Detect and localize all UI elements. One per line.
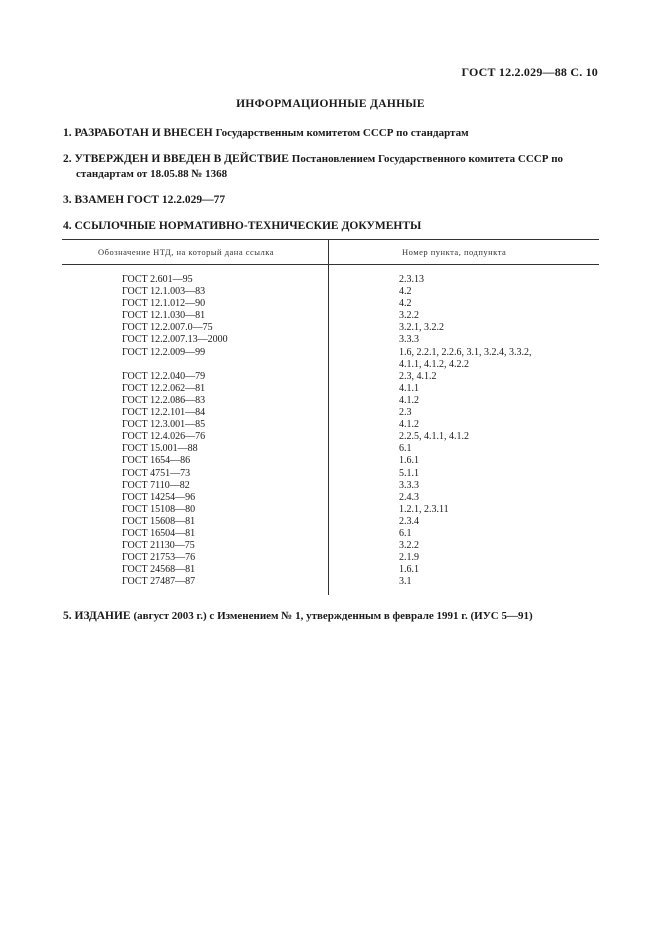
table-row: [62, 564, 599, 576]
table-cell-clause: 2.1.9: [399, 552, 419, 564]
table-cell-document: ГОСТ 16504—81: [122, 527, 196, 539]
table-cell-clause: 6.1: [399, 443, 412, 455]
table-cell-document: ГОСТ 12.2.040—79: [122, 370, 206, 382]
table-cell-document: ГОСТ 15108—80: [122, 503, 196, 515]
table-cell-document: ГОСТ 2.601—95: [122, 274, 193, 285]
section-2-text-continued: стандартам от 18.05.88 № 1368: [76, 168, 228, 180]
table-cell-document: ГОСТ 12.2.009—99: [122, 346, 206, 358]
table-cell-document: ГОСТ 12.2.062—81: [122, 382, 206, 394]
table-row: [62, 443, 599, 455]
table-cell-clause: 5.1.1: [399, 467, 419, 479]
table-row: [62, 286, 599, 298]
table-header-document: Обозначение НТД, на который дана ссылка: [98, 247, 275, 257]
section-3: [63, 193, 603, 208]
table-cell-document: ГОСТ 21130—75: [122, 540, 195, 552]
table-cell-document: ГОСТ 14254—96: [122, 491, 196, 503]
table-cell-clause: 6.1: [399, 527, 412, 539]
table-row: [62, 528, 599, 540]
table-cell-document: ГОСТ 12.2.086—83: [122, 394, 206, 406]
section-5-number: 5.: [63, 610, 72, 622]
section-3-number: 3.: [63, 194, 72, 206]
table-cell-clause: 4.2: [399, 298, 412, 310]
table-cell-clause: 3.1: [399, 576, 412, 588]
table-cell-document: ГОСТ 7110—82: [122, 479, 190, 491]
section-2-heading: УТВЕРЖДЕН И ВВЕДЕН В ДЕЙСТВИЕ: [74, 153, 289, 165]
section-2-number: 2.: [63, 153, 72, 165]
table-row: [62, 419, 599, 431]
table-cell-clause: 3.3.3: [399, 479, 419, 491]
table-cell-clause: 3.2.1, 3.2.2: [399, 322, 444, 334]
section-4-heading: ССЫЛОЧНЫЕ НОРМАТИВНО-ТЕХНИЧЕСКИЕ ДОКУМЕНТЫ: [74, 220, 422, 232]
table-cell-clause: 1.6.1: [399, 564, 419, 576]
table-cell-document: ГОСТ 1654—86: [122, 455, 191, 467]
table-header-clause: Номер пункта, подпункта: [402, 247, 507, 257]
table-cell-clause: 3.2.2: [399, 540, 419, 552]
table-row: [62, 492, 599, 504]
table-row: [62, 480, 599, 492]
table-row: [62, 576, 599, 588]
section-2-text: Постановлением Государственного комитета СССР по: [291, 153, 564, 165]
table-row: [62, 552, 599, 564]
table-row: [62, 322, 599, 334]
section-3-heading: ВЗАМЕН ГОСТ 12.2.029—77: [74, 194, 226, 206]
table-row: [62, 431, 599, 443]
table-cell-document: ГОСТ 12.2.007.13—2000: [122, 334, 228, 346]
table-row: [62, 468, 599, 480]
section-1-number: 1.: [63, 127, 72, 139]
table-body: [62, 274, 599, 588]
table-cell-clause: 4.1.1: [399, 382, 419, 394]
page-title: ИНФОРМАЦИОННЫЕ ДАННЫЕ: [236, 98, 425, 110]
table-row: [62, 347, 599, 371]
table-cell-clause-continued: 4.1.1, 4.1.2, 4.2.2: [399, 358, 469, 370]
section-1-text: Государственным комитетом СССР по стандартам: [215, 127, 469, 139]
table-cell-document: ГОСТ 12.2.101—84: [122, 407, 206, 419]
section-1-heading: РАЗРАБОТАН И ВНЕСЕН: [74, 127, 213, 139]
table-cell-document: ГОСТ 15608—81: [122, 515, 196, 527]
page-header-code: ГОСТ 12.2.029—88 С. 10: [461, 65, 598, 79]
table-row: [62, 383, 599, 395]
table-row: [62, 407, 599, 419]
table-cell-clause: 4.1.2: [399, 394, 419, 406]
table-cell-document: ГОСТ 12.3.001—85: [122, 419, 206, 431]
table-cell-document: ГОСТ 4751—73: [122, 467, 191, 479]
table-top-border: [62, 239, 599, 240]
table-cell-clause: 2.3.13: [399, 274, 424, 285]
table-cell-clause: 2.3: [399, 407, 412, 419]
table-cell-clause: 3.2.2: [399, 310, 419, 322]
section-1: [63, 126, 603, 141]
table-cell-clause: 2.3.4: [399, 515, 419, 527]
table-cell-document: ГОСТ 24568—81: [122, 564, 196, 576]
table-row: [62, 516, 599, 528]
table-cell-clause: 1.6, 2.2.1, 2.2.6, 3.1, 3.2.4, 3.3.2,: [399, 346, 532, 358]
table-row: [62, 371, 599, 383]
section-2: [63, 152, 603, 182]
table-cell-document: ГОСТ 12.1.012—90: [122, 298, 206, 310]
table-row: [62, 274, 599, 286]
table-cell-clause: 4.2: [399, 286, 412, 298]
reference-documents-table: [62, 239, 599, 595]
table-cell-clause: 2.2.5, 4.1.1, 4.1.2: [399, 431, 469, 443]
table-cell-clause: 1.6.1: [399, 455, 419, 467]
table-cell-document: ГОСТ 12.2.007.0—75: [122, 322, 213, 334]
table-cell-clause: 2.4.3: [399, 491, 419, 503]
table-cell-clause: 4.1.2: [399, 419, 419, 431]
section-4-number: 4.: [63, 220, 72, 232]
table-row: [62, 504, 599, 516]
table-header-divider: [62, 264, 599, 265]
table-cell-clause: 3.3.3: [399, 334, 419, 346]
table-row: [62, 395, 599, 407]
section-5: [63, 609, 603, 624]
table-cell-document: ГОСТ 27487—87: [122, 576, 196, 588]
section-5-text: (август 2003 г.) с Изменением № 1, утвержденным в феврале 1991 г. (ИУС 5—91): [133, 610, 533, 622]
table-cell-document: ГОСТ 12.4.026—76: [122, 431, 206, 443]
table-cell-document: ГОСТ 12.1.003—83: [122, 286, 206, 298]
section-5-heading: ИЗДАНИЕ: [74, 610, 131, 622]
table-row: [62, 298, 599, 310]
table-cell-clause: 2.3, 4.1.2: [399, 370, 437, 382]
table-row: [62, 334, 599, 346]
table-row: [62, 310, 599, 322]
section-4: [63, 219, 603, 234]
table-row: [62, 540, 599, 552]
table-cell-clause: 1.2.1, 2.3.11: [399, 503, 449, 515]
table-cell-document: ГОСТ 12.1.030—81: [122, 310, 206, 322]
table-cell-document: ГОСТ 15.001—88: [122, 443, 198, 455]
table-cell-document: ГОСТ 21753—76: [122, 552, 196, 564]
table-row: [62, 455, 599, 467]
